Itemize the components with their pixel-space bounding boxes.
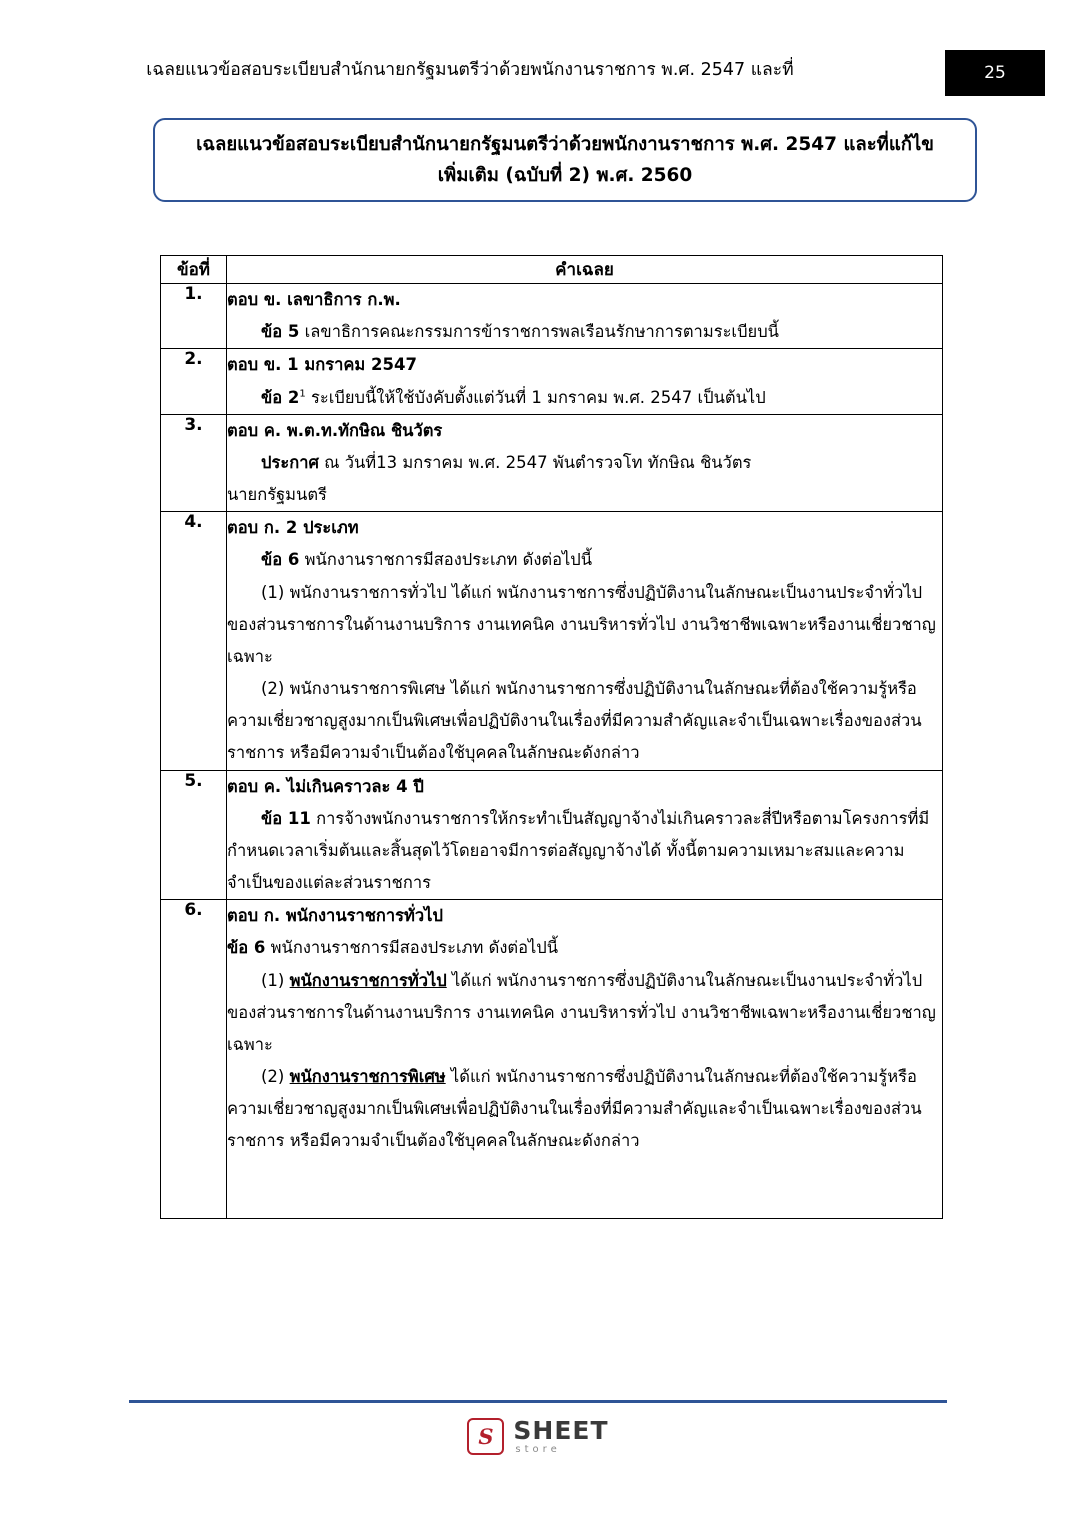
answer-line: [227, 447, 942, 479]
term-highlight: พนักงานราชการทั่วไป: [289, 970, 447, 990]
column-header-number: ข้อที่: [161, 256, 227, 284]
footnote-marker: 1: [299, 388, 306, 400]
answer-line: [227, 382, 942, 414]
list-marker: (1): [261, 970, 290, 990]
clause-text: เลขาธิการคณะกรรมการข้าราชการพลเรือนรักษาการตามระเบียบนี้: [299, 322, 779, 342]
table-row: [161, 414, 943, 512]
column-header-answer: คำเฉลย: [227, 256, 943, 284]
footer-logo-main: SHEET: [513, 1416, 609, 1445]
answer-bold: ตอบ ค. พ.ต.ท.ทักษิณ ชินวัตร: [227, 420, 443, 440]
table-row: [161, 284, 943, 349]
row-answer: [227, 349, 943, 414]
row-answer: [227, 512, 943, 770]
row-answer: [227, 414, 943, 512]
table-row: [161, 900, 943, 1218]
document-title: [172, 129, 958, 192]
term-highlight: พนักงานราชการพิเศษ: [289, 1067, 446, 1087]
answer-bold: ตอบ ก. 2 ประเภท: [227, 518, 359, 538]
row-number: 5.: [161, 770, 227, 900]
document-title-line2: เพิ่มเติม (ฉบับที่ 2) พ.ศ. 2560: [437, 165, 693, 186]
clause-label: ข้อ 5: [261, 322, 300, 342]
document-title-line1: เฉลยแนวข้อสอบระเบียบสำนักนายกรัฐมนตรีว่าด้วยพนักงานราชการ พ.ศ. 2547 และที่แก้ไข: [196, 133, 934, 155]
page-header: [0, 50, 1076, 96]
answer-line: [227, 965, 942, 1062]
sheet-store-logo-icon: S: [467, 1418, 504, 1455]
table-row: [161, 349, 943, 414]
row-number: 1.: [161, 284, 227, 349]
table-row: [161, 770, 943, 900]
answer-line: [227, 316, 942, 348]
answer-line: [227, 932, 942, 964]
row-answer: [227, 900, 943, 1218]
row-answer: [227, 284, 943, 349]
answer-bold: ตอบ ค. ไม่เกินคราวละ 4 ปี: [227, 776, 424, 796]
answer-line: [227, 284, 942, 316]
clause-text: ได้แก่ พนักงานราชการซึ่งปฏิบัติงานในลักษณะที่ต้องใช้ความรู้หรือความเชี่ยวชาญสูงมากเป็นพิเศษเพื่อปฏิบัติงานในเรื่องที่มีความสำคัญและจำเป็นเฉพาะเรื่องของส่วนราชการ หรือมีความจำเป็นต้องใช้บุคคลในลักษณะดังกล่าว: [227, 1067, 922, 1151]
row-number: 2.: [161, 349, 227, 414]
answer-table: [160, 255, 943, 1219]
clause-text: ณ วันที่13 มกราคม พ.ศ. 2547 พันตำรวจโท ทักษิณ ชินวัตร: [318, 452, 752, 472]
footer-divider: [129, 1400, 947, 1403]
answer-line: [227, 771, 942, 803]
row-number: 3.: [161, 414, 227, 512]
answer-line: [227, 900, 942, 932]
row-number: 4.: [161, 512, 227, 770]
clause-text: พนักงานราชการมีสองประเภท ดังต่อไปนี้: [299, 550, 593, 570]
answer-line: [227, 1061, 942, 1158]
answer-line: [227, 544, 942, 576]
clause-text: การจ้างพนักงานราชการให้กระทำเป็นสัญญาจ้างไม่เกินคราวละสี่ปีหรือตามโครงการที่มีกำหนดเวลาเริ่มต้นและสิ้นสุดไว้โดยอาจมีการต่อสัญญาจ้างได้ ทั้งนี้ตามความเหมาะสมและความจำเป็นของแต่ละส่วนราชการ: [227, 808, 930, 893]
clause-label: ประกาศ: [261, 452, 319, 472]
answer-line: (2) พนักงานราชการพิเศษ ได้แก่ พนักงานราชการซึ่งปฏิบัติงานในลักษณะที่ต้องใช้ความรู้หรือความเชี่ยวชาญสูงมากเป็นพิเศษเพื่อปฏิบัติงานในเรื่องที่มีความสำคัญและจำเป็นเฉพาะเรื่องของส่วนราชการ หรือมีความจำเป็นต้องใช้บุคคลในลักษณะดังกล่าว: [227, 679, 922, 763]
clause-text: ได้แก่ พนักงานราชการซึ่งปฏิบัติงานในลักษณะเป็นงานประจำทั่วไปของส่วนราชการในด้านงานบริการ งานเทคนิค งานบริหารทั่วไป งานวิชาชีพเฉพาะหรืองานเชี่ยวชาญเฉพาะ: [227, 970, 936, 1054]
answer-line: [227, 415, 942, 447]
document-title-box: [153, 118, 977, 202]
answer-bold: ตอบ ข. เลขาธิการ ก.พ.: [227, 290, 401, 309]
table-row: [161, 512, 943, 770]
answer-line: [227, 512, 942, 544]
row-answer: [227, 770, 943, 900]
clause-label: ข้อ 11: [261, 808, 311, 828]
clause-text: พนักงานราชการมีสองประเภท ดังต่อไปนี้: [265, 938, 559, 958]
clause-text: ระเบียบนี้ให้ใช้บังคับตั้งแต่วันที่ 1 มกราคม พ.ศ. 2547 เป็นต้นไป: [305, 387, 766, 407]
answer-line: [227, 803, 942, 900]
answer-line: (1) พนักงานราชการทั่วไป ได้แก่ พนักงานราชการซึ่งปฏิบัติงานในลักษณะเป็นงานประจำทั่วไปของส่วนราชการในด้านงานบริการ งานเทคนิค งานบริหารทั่วไป งานวิชาชีพเฉพาะหรืองานเชี่ยวชาญเฉพาะ: [227, 582, 936, 666]
footer-logo-text: [513, 1418, 608, 1455]
page-number: 25: [984, 63, 1006, 83]
answer-bold: ตอบ ข. 1 มกราคม 2547: [227, 355, 417, 375]
clause-label: ข้อ 6: [261, 550, 300, 570]
answer-line: [227, 349, 942, 381]
answer-line: นายกรัฐมนตรี: [227, 485, 327, 505]
footer-logo: [0, 1418, 1076, 1455]
table-header-row: [161, 256, 943, 284]
list-marker: (2): [261, 1067, 290, 1087]
clause-label: ข้อ 6: [227, 938, 266, 958]
clause-label: ข้อ 2: [261, 387, 300, 407]
row-number: 6.: [161, 900, 227, 1218]
footer-logo-sub: store: [515, 1444, 561, 1455]
running-header-title: เฉลยแนวข้อสอบระเบียบสำนักนายกรัฐมนตรีว่าด้วยพนักงานราชการ พ.ศ. 2547 และที่: [146, 60, 794, 80]
answer-bold: ตอบ ก. พนักงานราชการทั่วไป: [227, 906, 443, 926]
